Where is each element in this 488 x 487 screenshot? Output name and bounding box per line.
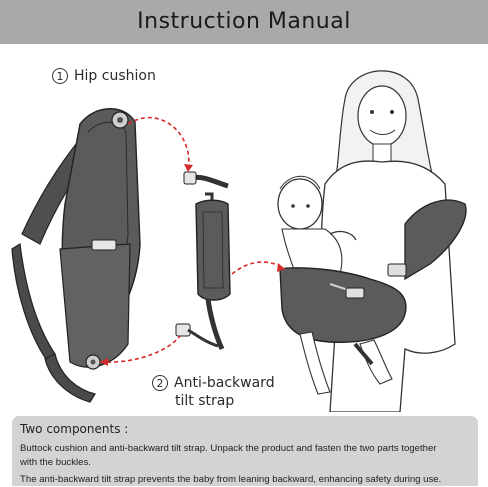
number-badge-2: 2 [152, 375, 168, 391]
info-panel [12, 416, 478, 486]
product-illustration [0, 44, 488, 412]
info-line-1b: with the buckles. [20, 456, 91, 468]
info-line-1a: Buttock cushion and anti-backward tilt strap. Unpack the product and fasten the two parts together [20, 443, 437, 454]
tilt-strap-label-line1: Anti-backward [174, 375, 275, 391]
info-heading: Two components : [20, 422, 129, 436]
header-bar [0, 0, 488, 44]
mother-baby-illustration [278, 71, 466, 412]
arrow-right [232, 262, 285, 274]
hip-cushion-illustration [12, 109, 140, 402]
number-badge-1: 1 [52, 68, 68, 84]
page-title: Instruction Manual [137, 8, 351, 34]
tilt-strap-illustration [176, 172, 230, 349]
hip-cushion-label: Hip cushion [74, 68, 156, 84]
tilt-strap-label-line2: tilt strap [175, 393, 235, 409]
label-hip-cushion [52, 68, 156, 84]
label-tilt-strap [152, 375, 275, 391]
label-tilt-strap-line2 [175, 393, 234, 409]
info-line-1 [20, 442, 470, 469]
info-line-2: The anti-backward tilt strap prevents the baby from leaning backward, enhancing safety during use. [20, 474, 442, 485]
